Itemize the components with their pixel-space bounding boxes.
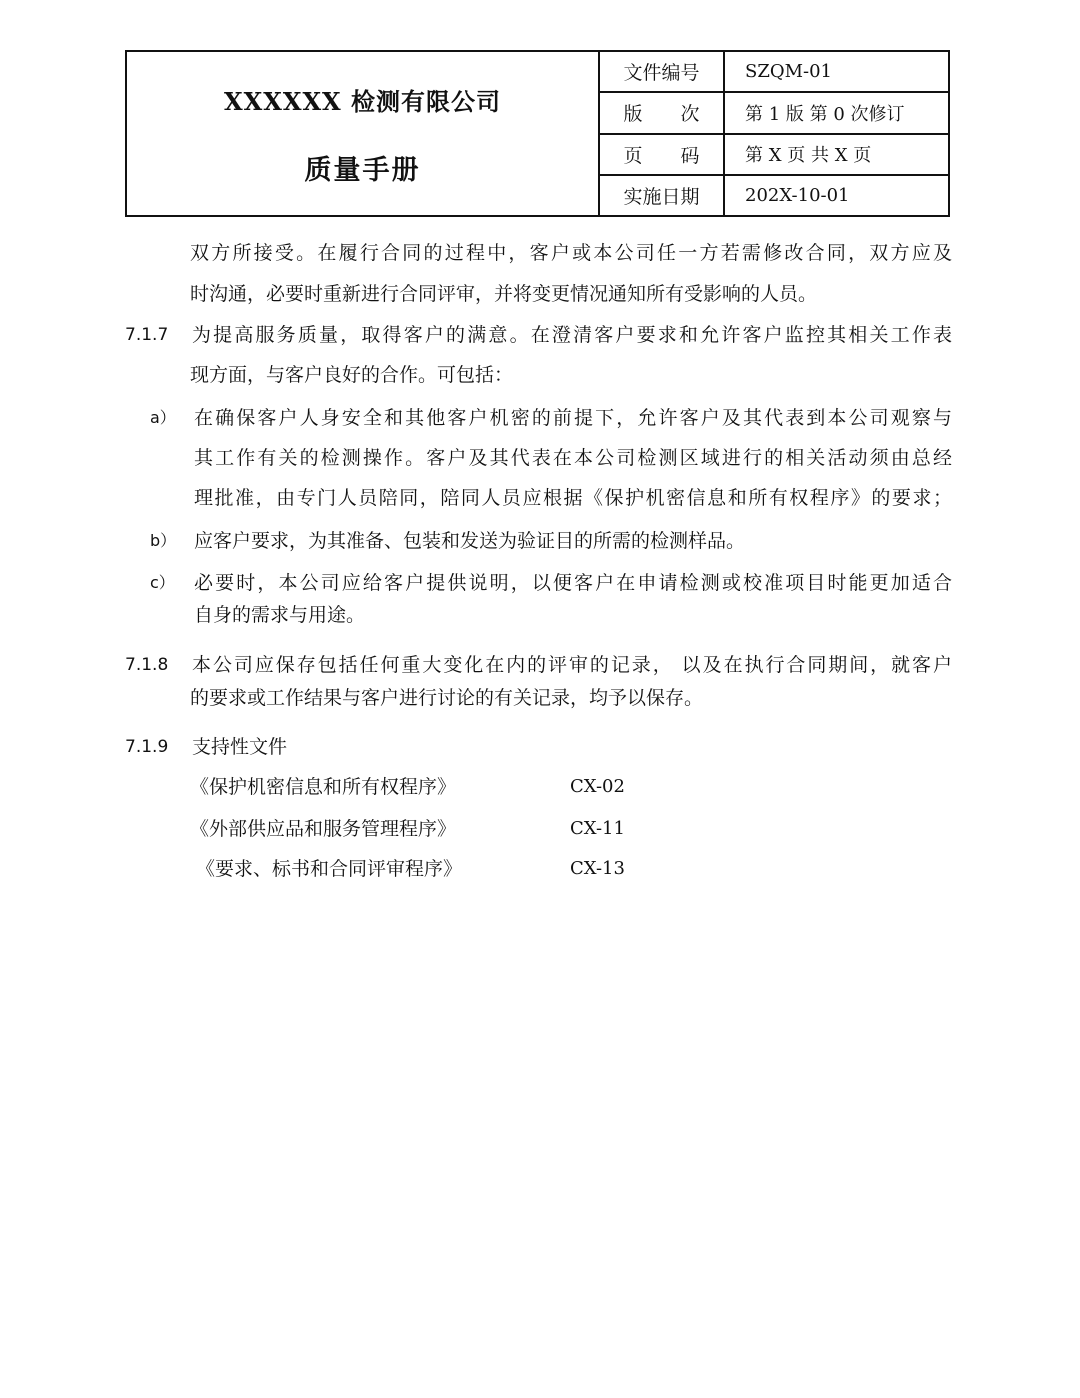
list-item-a-line: 其工作有关的检测操作。客户及其代表在本公司检测区域进行的相关活动须由总经 [194, 447, 952, 469]
company-name: XXXXXX 检测有限公司 [223, 87, 502, 116]
supporting-doc-name: 《要求、标书和合同评审程序》 [196, 858, 463, 880]
section-7-1-9-title: 支持性文件 [192, 736, 288, 758]
supporting-doc-code: CX-11 [570, 818, 625, 839]
meta-value-doc-number: SZQM-01 [745, 61, 833, 83]
section-number-7-1-7: 7.1.7 [125, 325, 169, 345]
list-item-b-line: 应客户要求，为其准备、包装和发送为验证目的所需的检测样品。 [194, 530, 746, 552]
document-header-table [125, 50, 950, 217]
list-item-c-line: 自身的需求与用途。 [194, 604, 366, 626]
list-item-c-line: 必要时，本公司应给客户提供说明，以便客户在申请检测或校准项目时能更加适合 [194, 572, 952, 594]
list-item-a-line: 在确保客户人身安全和其他客户机密的前提下，允许客户及其代表到本公司观察与 [194, 407, 952, 429]
section-number-7-1-9: 7.1.9 [125, 737, 169, 757]
meta-row-version [600, 93, 948, 134]
section-7-1-7-line: 为提高服务质量，取得客户的满意。在澄清客户要求和允许客户监控其相关工作表 [192, 324, 952, 346]
section-7-1-8-line: 的要求或工作结果与客户进行讨论的有关记录，均予以保存。 [190, 687, 704, 709]
meta-label-effective-date: 实施日期 [600, 176, 725, 215]
list-label-a: a） [150, 408, 176, 427]
meta-label-version: 版 次 [600, 93, 725, 132]
meta-row-page [600, 135, 948, 176]
supporting-doc-name: 《保护机密信息和所有权程序》 [190, 776, 457, 798]
meta-value-page: 第 X 页 共 X 页 [745, 145, 872, 167]
meta-label-doc-number: 文件编号 [600, 52, 725, 91]
list-item-a-line: 理批准，由专门人员陪同，陪同人员应根据《保护机密信息和所有权程序》的要求； [194, 487, 952, 509]
section-7-1-8-line: 本公司应保存包括任何重大变化在内的评审的记录， 以及在执行合同期间，就客户 [192, 654, 952, 676]
supporting-doc-code: CX-13 [570, 858, 625, 879]
header-title-cell [127, 52, 600, 215]
list-label-b: b） [150, 531, 177, 550]
supporting-doc-name: 《外部供应品和服务管理程序》 [190, 818, 457, 840]
meta-row-doc-number [600, 52, 948, 93]
meta-value-effective-date: 202X-10-01 [745, 184, 850, 206]
header-meta-cells [600, 52, 948, 215]
meta-row-effective-date [600, 176, 948, 215]
continued-paragraph-line: 双方所接受。在履行合同的过程中，客户或本公司任一方若需修改合同，双方应及 [190, 242, 952, 264]
meta-label-page: 页 码 [600, 135, 725, 174]
section-number-7-1-8: 7.1.8 [125, 655, 169, 675]
meta-value-version: 第 1 版 第 0 次修订 [745, 103, 905, 125]
continued-paragraph-line: 时沟通，必要时重新进行合同评审，并将变更情况通知所有受影响的人员。 [190, 283, 818, 305]
section-7-1-7-line: 现方面，与客户良好的合作。可包括： [190, 364, 514, 386]
supporting-doc-code: CX-02 [570, 776, 625, 797]
list-label-c: c） [150, 573, 175, 592]
document-title: 质量手册 [304, 155, 421, 186]
